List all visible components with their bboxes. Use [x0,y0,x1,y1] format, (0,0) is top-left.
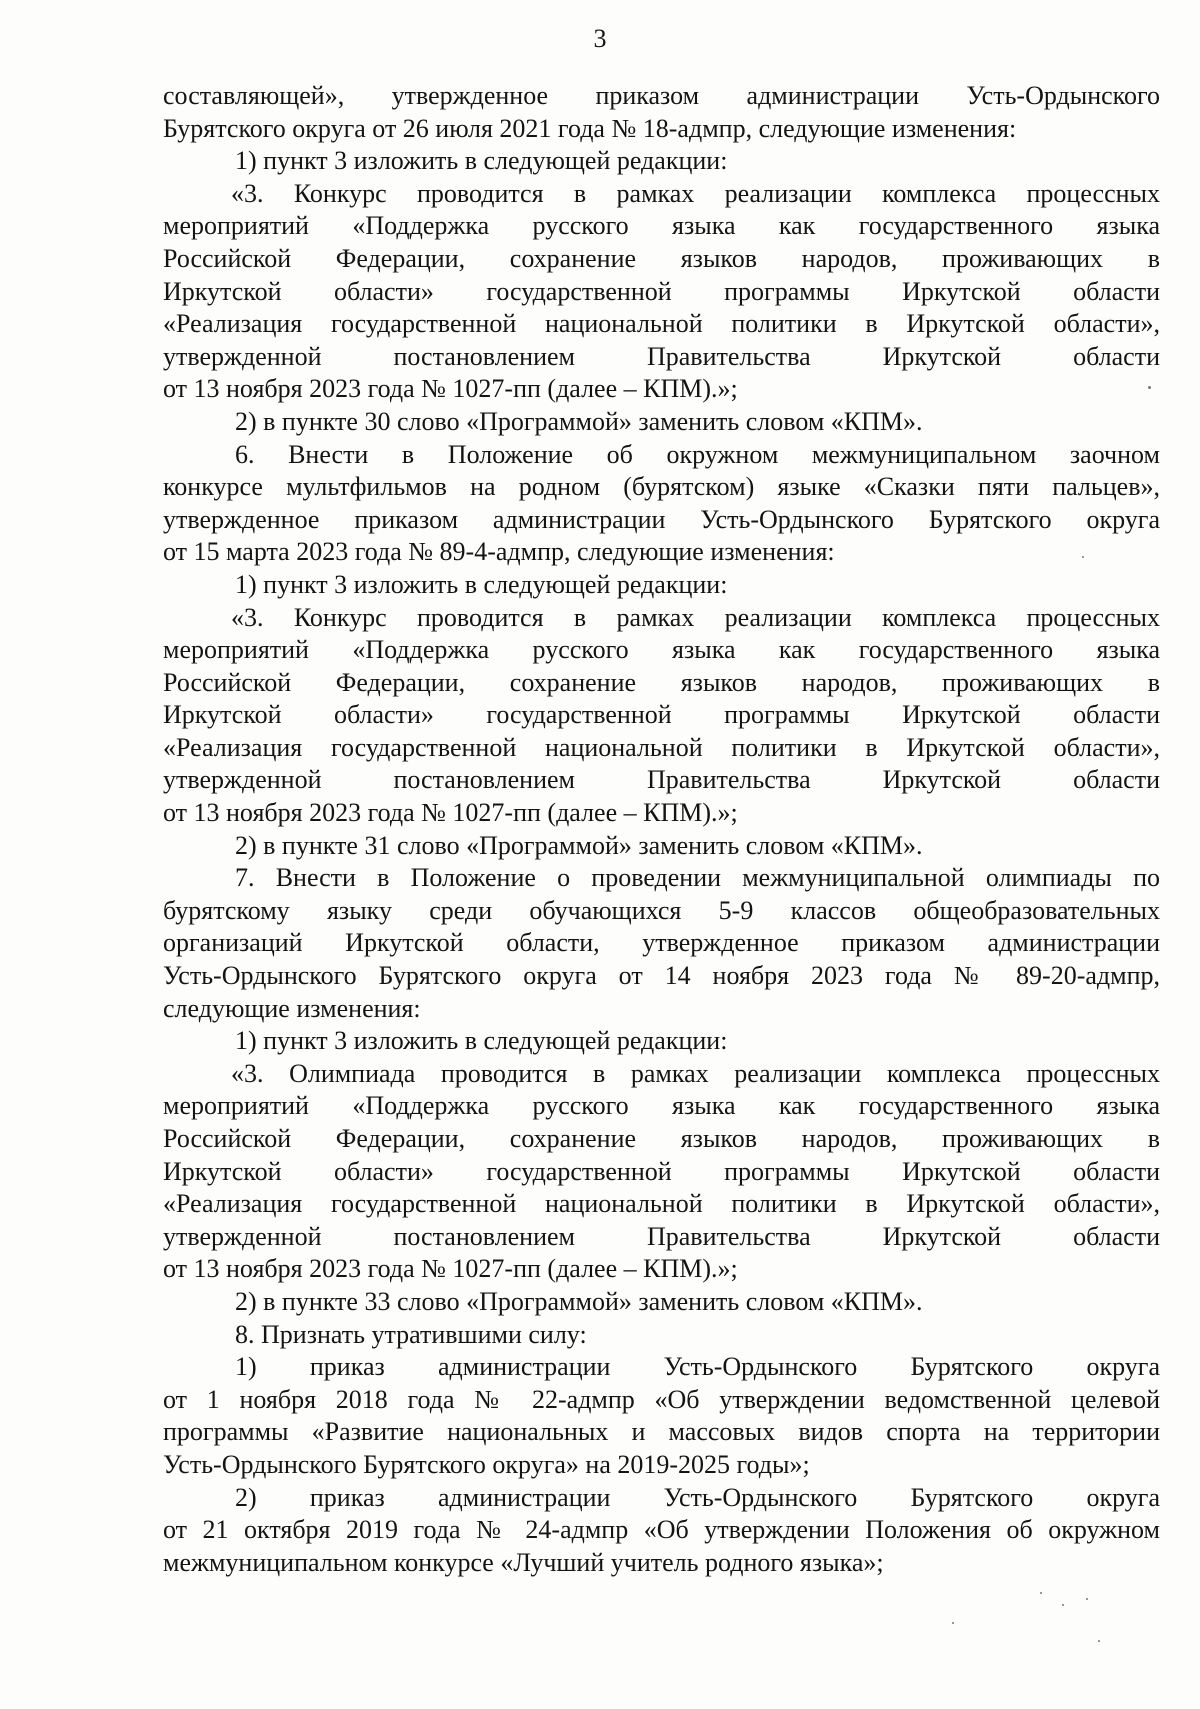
text-line: Усть-Ордынского Бурятского округа от 14 ноября 2023 года № 89-20-адмпр, [163,961,1160,991]
scan-speck [1086,1598,1088,1600]
scan-speck [952,1622,954,1624]
text-line: следующие изменения: [163,993,421,1023]
text-line: 6. Внести в Положение об окружном межмуниципальном заочном [235,439,1160,469]
text-line: мероприятий «Поддержка русского языка как государственного языка [163,1091,1160,1121]
text-line: утвержденной постановлением Правительства Иркутской области [163,765,1160,795]
text-line: от 13 ноября 2023 года № 1027-пп (далее – КПМ).»; [163,374,738,404]
document-body [163,80,1160,1579]
text-line: «Реализация государственной национальной политики в Иркутской области», [163,1189,1160,1219]
text-line: «Реализация государственной национальной политики в Иркутской области», [163,732,1160,762]
text-line: конкурсе мультфильмов на родном (бурятском) языке «Сказки пяти пальцев», [163,472,1160,502]
text-line: 1) пункт 3 изложить в следующей редакции: [235,146,728,176]
scan-speck [1062,1604,1064,1606]
text-line: «Реализация государственной национальной политики в Иркутской области», [163,309,1160,339]
text-line: Усть-Ордынского Бурятского округа» на 2019-2025 годы»; [163,1449,810,1479]
text-line: составляющей», утвержденное приказом администрации Усть-Ордынского [163,81,1160,110]
text-line: Иркутской области» государственной программы Иркутской области [163,1156,1160,1186]
text-line: 1) пункт 3 изложить в следующей редакции: [235,569,728,599]
text-line: 8. Признать утратившими силу: [235,1319,587,1349]
text-line: программы «Развитие национальных и массовых видов спорта на территории [163,1417,1160,1447]
text-line: 1) приказ администрации Усть-Ордынского Бурятского округа [235,1352,1160,1382]
text-line: «3. Конкурс проводится в рамках реализации комплекса процессных [231,602,1160,632]
text-line: Иркутской области» государственной программы Иркутской области [163,276,1160,306]
text-line: от 13 ноября 2023 года № 1027-пп (далее – КПМ).»; [163,1254,738,1284]
text-line: мероприятий «Поддержка русского языка как государственного языка [163,211,1160,241]
text-line: от 13 ноября 2023 года № 1027-пп (далее – КПМ).»; [163,798,738,828]
text-line: 2) приказ администрации Усть-Ордынского Бурятского округа [235,1482,1160,1512]
text-line: 7. Внести в Положение о проведении межмуниципальной олимпиады по [235,863,1160,893]
text-line: 2) в пункте 31 слово «Программой» заменить словом «КПМ». [235,830,923,860]
text-line: Российской Федерации, сохранение языков народов, проживающих в [163,243,1160,273]
text-line: Российской Федерации, сохранение языков народов, проживающих в [163,1124,1160,1153]
page-number: 3 [593,24,607,53]
text-line: от 15 марта 2023 года № 89-4-адмпр, следующие изменения: [163,537,835,567]
text-line: от 21 октября 2019 года № 24-адмпр «Об утверждении Положения об окружном [163,1515,1160,1545]
text-line: 2) в пункте 30 слово «Программой» заменить словом «КПМ». [235,406,923,436]
text-line: 2) в пункте 33 слово «Программой» заменить словом «КПМ». [235,1286,923,1316]
text-line: от 1 ноября 2018 года № 22-адмпр «Об утверждении ведомственной целевой [163,1384,1160,1414]
text-line: межмуниципальном конкурсе «Лучший учитель родного языка»; [163,1547,884,1577]
scan-speck [1082,556,1084,558]
text-line: 1) пункт 3 изложить в следующей редакции: [235,1026,728,1056]
text-line: «3. Конкурс проводится в рамках реализации комплекса процессных [231,178,1160,208]
scan-speck [1148,386,1151,389]
text-line: организаций Иркутской области, утвержденное приказом администрации [163,928,1160,958]
text-line: Российской Федерации, сохранение языков народов, проживающих в [163,667,1160,697]
text-line: Бурятского округа от 26 июля 2021 года № 18-адмпр, следующие изменения: [163,113,1017,143]
text-line: Иркутской области» государственной программы Иркутской области [163,700,1160,730]
text-line: мероприятий «Поддержка русского языка как государственного языка [163,635,1160,665]
scan-speck [1098,1640,1100,1642]
text-line: утвержденной постановлением Правительства Иркутской области [163,1221,1160,1251]
text-line: бурятскому языку среди обучающихся 5-9 классов общеобразовательных [163,895,1160,925]
text-line: утвержденной постановлением Правительства Иркутской области [163,341,1160,371]
text-line: утвержденное приказом администрации Усть-Ордынского Бурятского округа [163,504,1160,534]
scan-speck [1040,1592,1042,1594]
text-line: «3. Олимпиада проводится в рамках реализации комплекса процессных [231,1058,1160,1088]
